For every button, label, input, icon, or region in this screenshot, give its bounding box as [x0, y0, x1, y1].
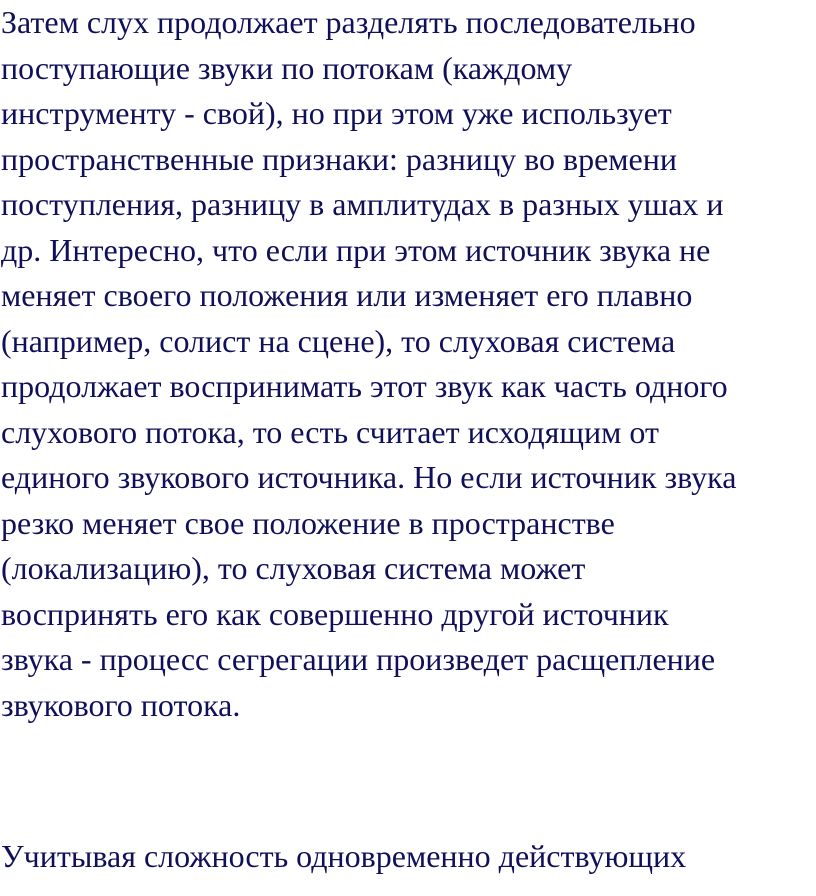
text-line: слухового потока, то есть считает исходящим от [1, 413, 659, 450]
text-line: продолжает воспринимать этот звук как часть одного [1, 368, 728, 404]
text-line: поступающие звуки по потокам (каждому [1, 49, 573, 86]
text-line: (например, солист на сцене), то слуховая система [1, 322, 676, 359]
text-line: поступления, разницу в амплитудах в разных ушах и [1, 186, 724, 222]
text-line: единого звукового источника. Но если источник звука [1, 459, 737, 495]
text-line: звука - процесс сегрегации произведет расщепление [1, 641, 716, 677]
text-line: меняет своего положения или изменяет его плавно [1, 277, 693, 313]
text-line: звукового потока. [1, 686, 241, 723]
text-line: инструменту - свой), но при этом уже использует [1, 95, 672, 131]
paragraph-continuation [1, 834, 686, 880]
text-line: (локализацию), то слуховая система может [1, 550, 586, 586]
text-line: резко меняет свое положение в пространстве [1, 504, 615, 541]
paragraph-auditory-segregation [1, 0, 736, 728]
text-line: др. Интересно, что если при этом источник звука не [1, 231, 711, 268]
text-line: Затем слух продолжает разделять последовательно [1, 4, 696, 40]
text-line: воспринять его как совершенно другой источник [1, 595, 669, 632]
text-line: Учитывая сложность одновременно действующих [1, 838, 687, 874]
text-line: пространственные признаки: разницу во времени [1, 140, 677, 177]
